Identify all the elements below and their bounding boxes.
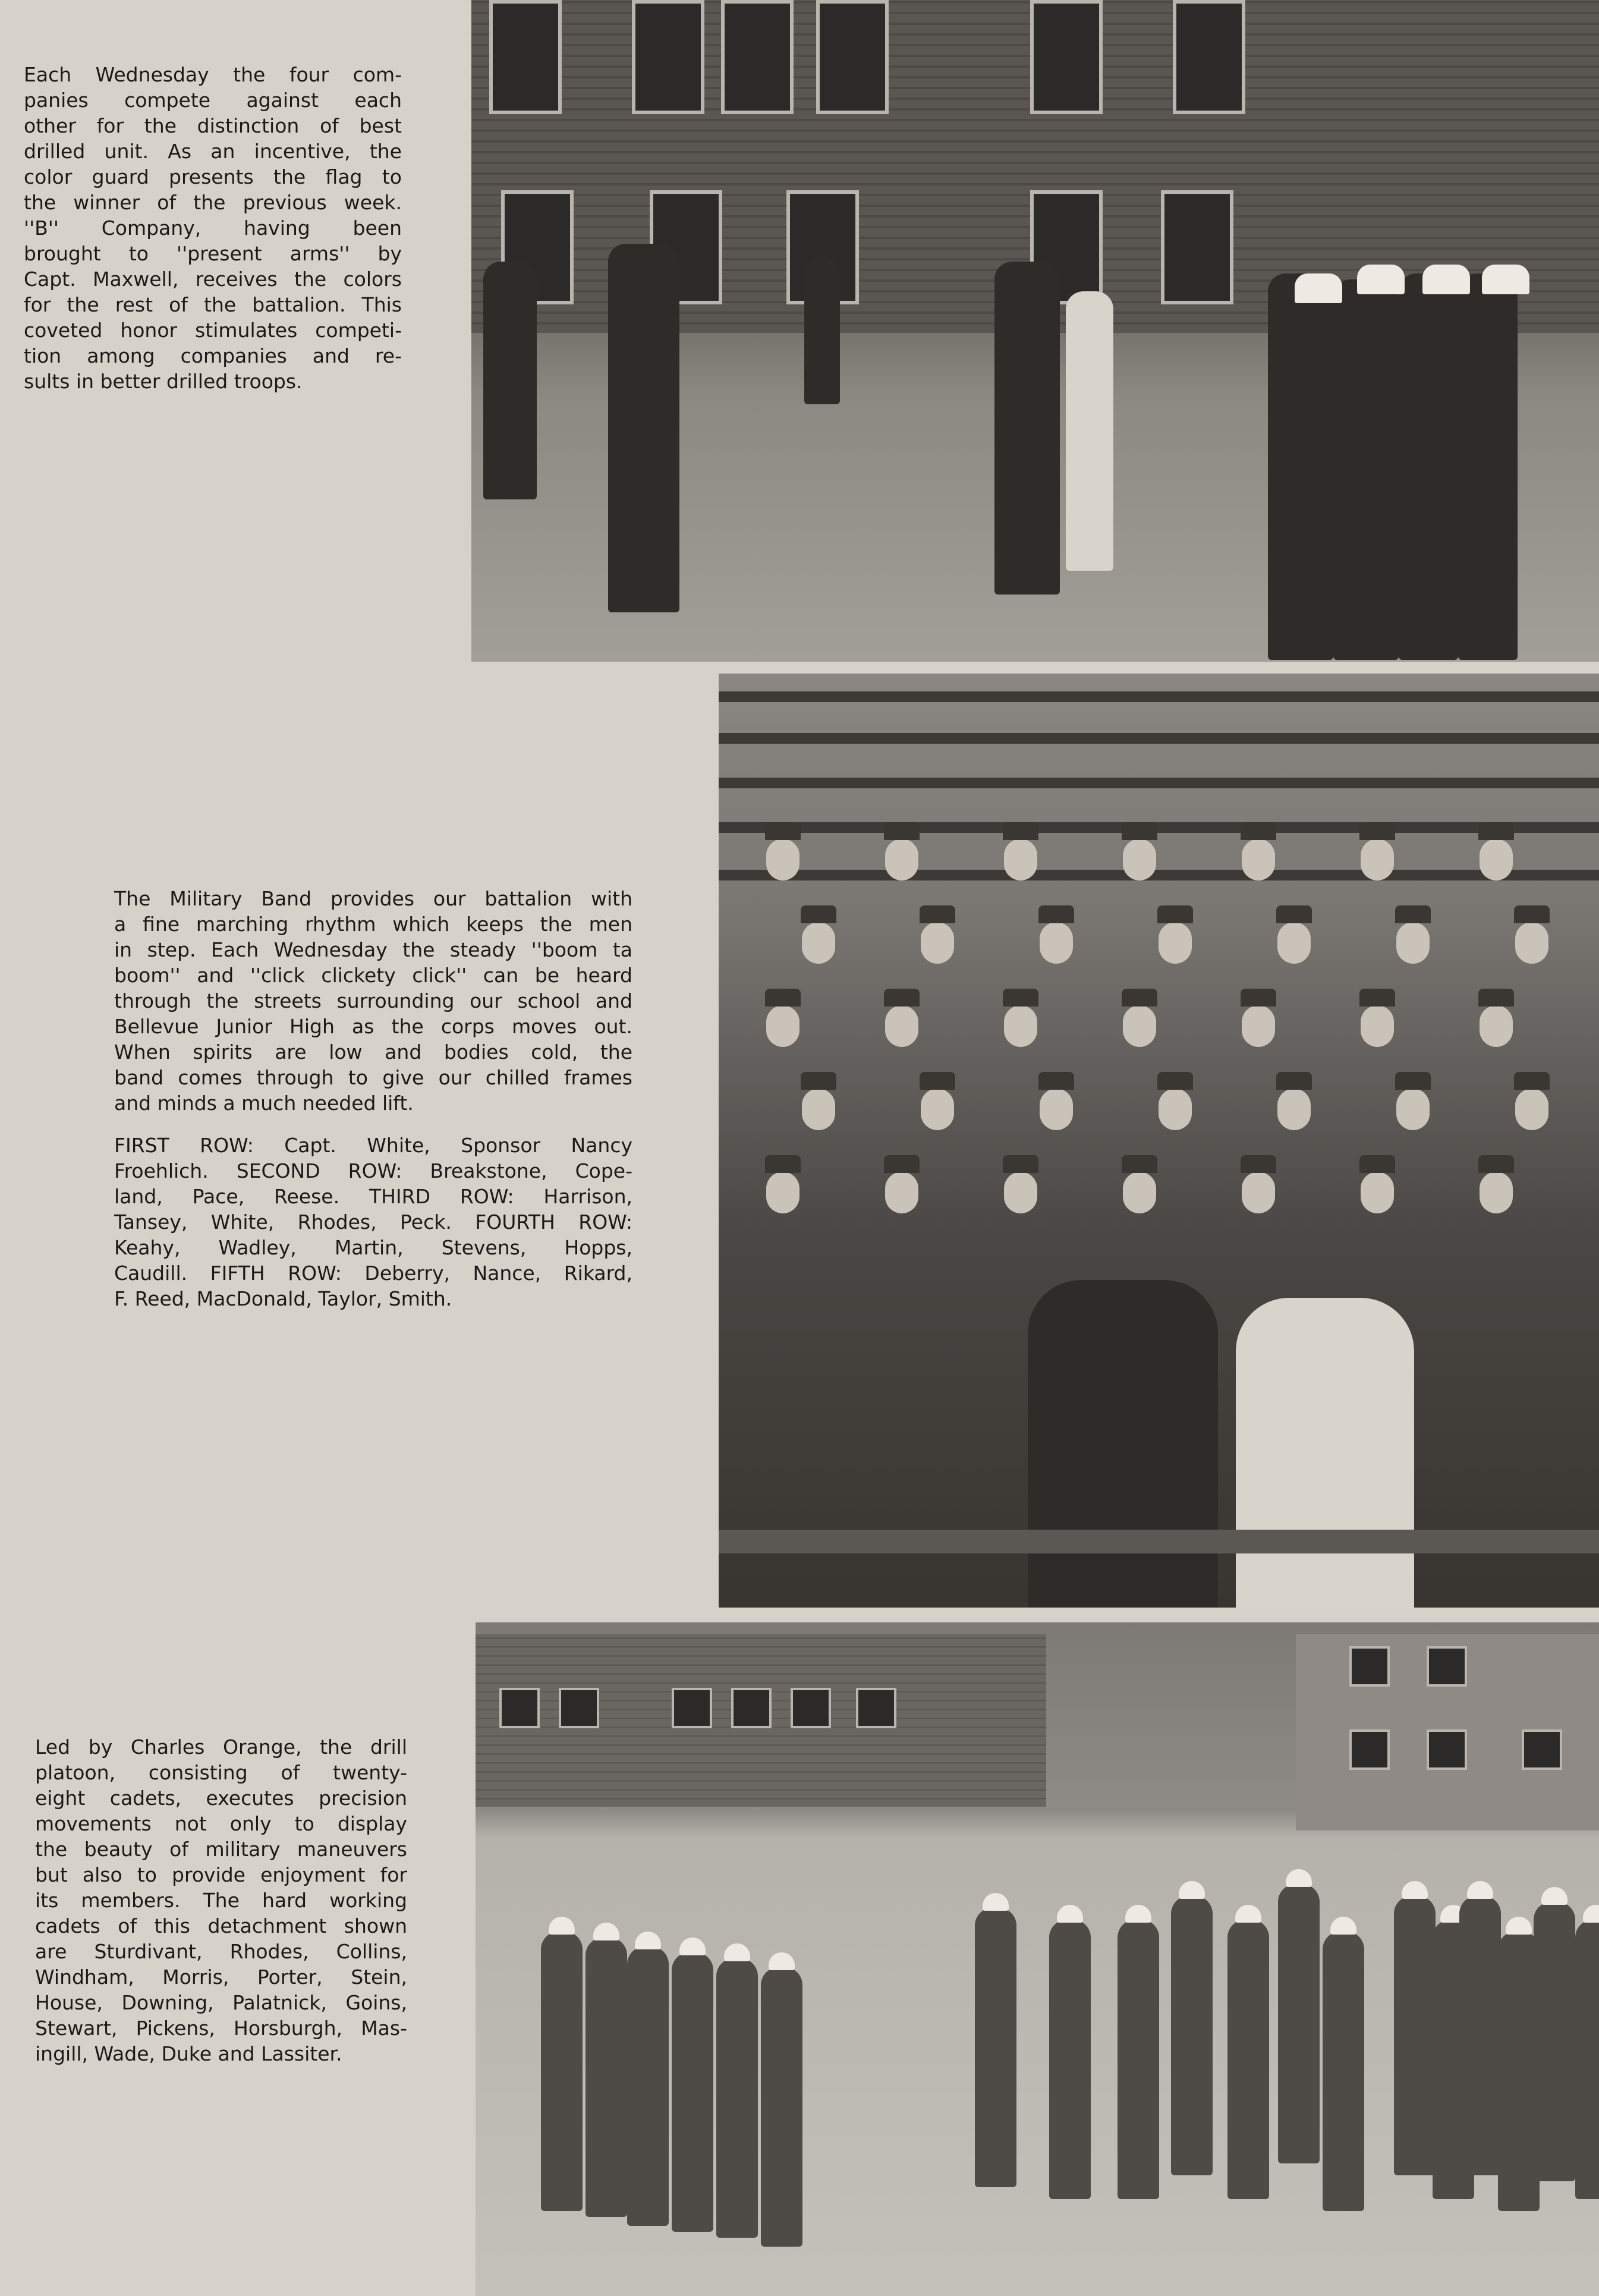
garrison-cap (801, 1072, 836, 1090)
paragraph-line: Each Wednesday the four com- (24, 63, 402, 86)
cadet-figure (672, 1952, 713, 2232)
cadet-figure (1575, 1920, 1599, 2199)
paragraph-line: panies compete against each (24, 89, 402, 112)
cadet-figure (804, 256, 840, 404)
garrison-cap (1514, 905, 1550, 923)
garrison-cap (1038, 1072, 1074, 1090)
paragraph-line: tion among companies and re- (24, 344, 402, 367)
paragraph-line: Bellevue Junior High as the corps moves out. (114, 1015, 632, 1038)
garrison-cap (884, 989, 920, 1007)
color-guard-text (24, 62, 402, 394)
garrison-cap (1276, 905, 1312, 923)
paragraph-line: movements not only to display (35, 1812, 407, 1835)
window (1349, 1729, 1390, 1770)
bleacher-bench (719, 733, 1599, 744)
paragraph-line: coveted honor stimulates competi- (24, 319, 402, 342)
paragraph-line: color guard presents the flag to (24, 165, 402, 188)
cadet-face (1242, 1005, 1275, 1047)
garrison-cap (920, 905, 955, 923)
paragraph-line: its members. The hard working (35, 1889, 407, 1912)
paragraph-line: are Sturdivant, Rhodes, Collins, (35, 1940, 407, 1963)
cadet-figure (1394, 1896, 1436, 2175)
cadet-figure (1458, 273, 1518, 660)
window (1173, 0, 1245, 114)
cadet-face (802, 922, 835, 964)
cadet-face (1123, 839, 1156, 880)
cadet-figure (1118, 1920, 1159, 2199)
helmet (635, 1932, 661, 1949)
color-guard-photo (471, 0, 1599, 662)
cadet-figure (1399, 273, 1458, 660)
sponsor-figure (1236, 1298, 1414, 1608)
paragraph-line: The Military Band provides our battalion with (114, 887, 632, 910)
cadet-face (1480, 1172, 1513, 1213)
cadet-figure (1534, 1902, 1575, 2181)
cadet-face (1040, 922, 1073, 964)
window (721, 0, 794, 114)
caption-line: Froehlich. SECOND ROW: Breakstone, Cope- (114, 1159, 632, 1182)
cadet-face (1361, 1005, 1394, 1047)
paragraph-line: but also to provide enjoyment for (35, 1863, 407, 1886)
cadet-face (1480, 839, 1513, 880)
helmet (1506, 1917, 1532, 1935)
helmet (1286, 1869, 1312, 1887)
garrison-cap (1122, 989, 1157, 1007)
helmet (1295, 273, 1342, 303)
garrison-cap (1478, 1155, 1514, 1173)
window (1522, 1729, 1562, 1770)
military-band-photo (719, 674, 1599, 1608)
window (731, 1688, 772, 1728)
window (1427, 1646, 1467, 1687)
cadet-face (885, 1005, 918, 1047)
paragraph-line: in step. Each Wednesday the steady ''boom ta (114, 938, 632, 961)
garrison-cap (884, 822, 920, 840)
captain-figure (1028, 1280, 1218, 1608)
garrison-cap (1157, 905, 1193, 923)
garrison-cap (1514, 1072, 1550, 1090)
cadet-figure (716, 1958, 758, 2238)
cadet-face (802, 1089, 835, 1130)
paragraph-line: band comes through to give our chilled frames (114, 1066, 632, 1089)
helmet (1482, 265, 1529, 294)
helmet (549, 1917, 575, 1935)
garrison-cap (765, 989, 801, 1007)
caption-line: FIRST ROW: Capt. White, Sponsor Nancy (114, 1134, 632, 1157)
cadet-face (921, 1089, 954, 1130)
garrison-cap (1122, 1155, 1157, 1173)
paragraph-line: cadets of this detachment shown (35, 1914, 407, 1938)
window (1161, 190, 1233, 304)
helmet (724, 1943, 750, 1961)
cadet-figure (1049, 1920, 1091, 2199)
helmet (1235, 1905, 1261, 1923)
helmet (1541, 1887, 1567, 1905)
cadet-figure (608, 244, 679, 612)
cadet-figure (1333, 279, 1399, 660)
paragraph-line: Windham, Morris, Porter, Stein, (35, 1965, 407, 1989)
cadet-figure (1171, 1896, 1213, 2175)
paragraph-line: ''B'' Company, having been (24, 216, 402, 240)
paragraph-line: House, Downing, Palatnick, Goins, (35, 1991, 407, 2014)
cadet-face (1040, 1089, 1073, 1130)
paragraph-line: platoon, consisting of twenty- (35, 1761, 407, 1784)
drill-platoon-text (35, 1734, 407, 2067)
paragraph-line: for the rest of the battalion. This (24, 293, 402, 316)
cadet-face (1159, 922, 1192, 964)
cadet-face (1123, 1172, 1156, 1213)
cadet-face (1159, 1089, 1192, 1130)
paragraph-line: Led by Charles Orange, the drill (35, 1735, 407, 1759)
paragraph-line: a fine marching rhythm which keeps the men (114, 913, 632, 936)
drill-platoon-photo (476, 1622, 1599, 2296)
cadet-face (766, 1172, 800, 1213)
garrison-cap (1038, 905, 1074, 923)
garrison-cap (1395, 905, 1431, 923)
cadet-figure (1323, 1932, 1364, 2211)
garrison-cap (1276, 1072, 1312, 1090)
cadet-face (1004, 1172, 1037, 1213)
garrison-cap (1478, 822, 1514, 840)
paragraph-line: eight cadets, executes precision (35, 1787, 407, 1810)
cadet-face (1123, 1005, 1156, 1047)
cadet-figure (761, 1967, 802, 2247)
paragraph-line: boom'' and ''click clickety click'' can be heard (114, 964, 632, 987)
cadet-figure (1227, 1920, 1269, 2199)
cadet-face (1361, 839, 1394, 880)
helmet (983, 1893, 1009, 1911)
cadet-figure (975, 1908, 1016, 2187)
window (1427, 1729, 1467, 1770)
helmet (1357, 265, 1405, 294)
window (632, 0, 704, 114)
window (559, 1688, 599, 1728)
cadet-face (1396, 922, 1430, 964)
paragraph-line: Stewart, Pickens, Horsburgh, Mas- (35, 2017, 407, 2040)
window (856, 1688, 896, 1728)
helmet (593, 1923, 619, 1940)
caption-line: land, Pace, Reese. THIRD ROW: Harrison, (114, 1185, 632, 1208)
helmet (1330, 1917, 1356, 1935)
cadet-face (1242, 839, 1275, 880)
window (791, 1688, 831, 1728)
helmet (1057, 1905, 1083, 1923)
cadet-figure (627, 1946, 669, 2226)
paragraph-line: the winner of the previous week. (24, 191, 402, 214)
cadet-figure (1268, 273, 1333, 660)
cadet-figure (541, 1932, 583, 2211)
helmet (1402, 1881, 1428, 1899)
window (816, 0, 889, 114)
garrison-cap (1122, 822, 1157, 840)
paragraph-line: other for the distinction of best (24, 114, 402, 137)
window (1030, 0, 1103, 114)
garrison-cap (1241, 989, 1276, 1007)
cadet-face (1004, 1005, 1037, 1047)
helmet (1179, 1881, 1205, 1899)
paragraph-line: the beauty of military maneuvers (35, 1838, 407, 1861)
caption-line: F. Reed, MacDonald, Taylor, Smith. (114, 1287, 452, 1310)
garrison-cap (1359, 989, 1395, 1007)
caption-line: Caudill. FIFTH ROW: Deberry, Nance, Rikard, (114, 1262, 632, 1285)
garrison-cap (1241, 1155, 1276, 1173)
helmet (679, 1938, 706, 1955)
garrison-cap (1359, 1155, 1395, 1173)
cadet-figure (1066, 291, 1113, 571)
cadet-face (1242, 1172, 1275, 1213)
garrison-cap (1478, 989, 1514, 1007)
window (489, 0, 562, 114)
garrison-cap (1003, 1155, 1038, 1173)
cadet-face (1515, 1089, 1548, 1130)
paragraph-line: brought to ''present arms'' by (24, 242, 402, 265)
cadet-figure (1278, 1884, 1320, 2163)
bleacher-bench (719, 822, 1599, 833)
paragraph-line: When spirits are low and bodies cold, the (114, 1040, 632, 1064)
garrison-cap (884, 1155, 920, 1173)
cadet-face (1004, 839, 1037, 880)
cadet-face (1277, 922, 1311, 964)
cadet-figure (586, 1938, 627, 2217)
helmet (1583, 1905, 1599, 1923)
helmet (769, 1952, 795, 1970)
window (1349, 1646, 1390, 1687)
bleacher-bench (719, 778, 1599, 788)
paragraph-line: Capt. Maxwell, receives the colors (24, 268, 402, 291)
military-band-text (114, 886, 632, 1311)
paragraph-line: sults in better drilled troops. (24, 370, 303, 393)
bleacher-bench (719, 691, 1599, 702)
bench-front (719, 1530, 1599, 1553)
garrison-cap (1003, 989, 1038, 1007)
cadet-face (766, 839, 800, 880)
garrison-cap (765, 822, 801, 840)
helmet (1422, 265, 1470, 294)
garrison-cap (801, 905, 836, 923)
garrison-cap (1157, 1072, 1193, 1090)
garrison-cap (1359, 822, 1395, 840)
paragraph-line: through the streets surrounding our school and (114, 989, 632, 1012)
cadet-face (1361, 1172, 1394, 1213)
cadet-figure (994, 262, 1060, 595)
cadet-face (1515, 922, 1548, 964)
cadet-face (885, 839, 918, 880)
cadet-face (885, 1172, 918, 1213)
bleacher-bench (719, 870, 1599, 880)
garrison-cap (1395, 1072, 1431, 1090)
helmet (1125, 1905, 1151, 1923)
caption-line: Tansey, White, Rhodes, Peck. FOURTH ROW: (114, 1210, 632, 1234)
paragraph-line: ingill, Wade, Duke and Lassiter. (35, 2042, 342, 2065)
garrison-cap (920, 1072, 955, 1090)
cadet-figure (483, 262, 537, 499)
cadet-face (921, 922, 954, 964)
paragraph-gap (114, 1116, 632, 1133)
garrison-cap (1241, 822, 1276, 840)
cadet-face (1277, 1089, 1311, 1130)
window (499, 1688, 540, 1728)
cadet-figure (1459, 1896, 1501, 2175)
paragraph-line: drilled unit. As an incentive, the (24, 140, 402, 163)
cadet-face (1480, 1005, 1513, 1047)
cadet-face (1396, 1089, 1430, 1130)
garrison-cap (765, 1155, 801, 1173)
window (672, 1688, 712, 1728)
garrison-cap (1003, 822, 1038, 840)
cadet-face (766, 1005, 800, 1047)
caption-line: Keahy, Wadley, Martin, Stevens, Hopps, (114, 1236, 632, 1259)
paragraph-line: and minds a much needed lift. (114, 1092, 414, 1115)
helmet (1467, 1881, 1493, 1899)
